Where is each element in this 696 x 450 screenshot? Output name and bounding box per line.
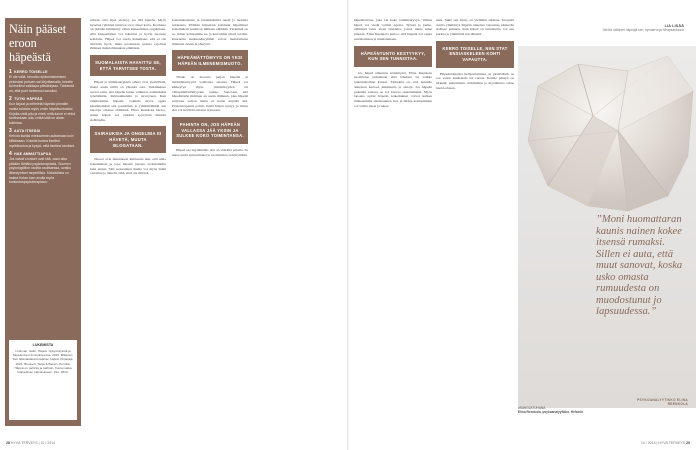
tip-item <box>9 152 77 185</box>
tip-heading: TUTKI HÄPEÄÄ <box>14 97 43 102</box>
tip-heading: HAE AMMATTIAPUA <box>14 152 52 157</box>
page-gutter <box>347 0 349 450</box>
tip-body: Jos vaivat kroniset ovat sitä, vaan aika pitkään tähtäisi psykoterapiasta. Suomen psykologiliiton osoitta osoittaessa, ovatko lähestymiset tarpeellisia. Mahdollista on hakea Kelan tuen avulla myös kuntoutuspsykoterapiaan. <box>9 157 72 185</box>
large-quote: ”Moni huomattaran kaunis nainen kokee itsensä rumaksi. Sillen ei auta, että muut sanovat, koska usko omasta rumuudesta on muodostunut jo lapsuudessa.” <box>596 214 683 317</box>
folio-left: 28 HYVÄ TERVEYS | 10 / 2014 <box>6 441 56 445</box>
body-paragraph: Jos häpeä aiheuttaa kärsimystä, Elina Reenkola suosittelee puhumaan siitä läheisen tai vaikka tuntemattoman kanssa. Tärkeintä on, että tunnelle annetaan kertoen julkisuutta ja sanoja. Jos häpeän pidetään salassa, se voi kasvaa suuremmaksi. Myös lapsena opitut häpeän kokemukset voivat kulkea mukanamme aikuisuuteen asti, ja niiden kohtaaminen voi vaatia aikaa ja tukea. <box>354 70 432 108</box>
tip-body: Kehota itseäsi mieluummin auttamaan kuin kiittämaan. Kokeile tuntea itsellesi myötätuntoa ja kysyä, mitä itsellesi tarvitset. <box>9 134 75 148</box>
body-paragraph: häpeähalvaus, joka vie koko toimintakyvyn. Vaikea häpeä voi viedä voimat arjesta. Työssä ja perhe-elämässä tulee eteen tilanteita, joissa tunne tulee pintaan. Elina Reenkola kertoo, että häpeää voi oppia sanoittamaan ja tunnistamaan. <box>354 18 432 41</box>
folio-right: 10 / 2014 | HYVÄ TERVEYS 29 <box>640 441 690 445</box>
photo-credit <box>518 406 618 414</box>
tip-body: Ei ole väliä, kerrotko epäonnistumisen peloistasi puhuen vai kirjoittamalla, toiselle tai itsellesi vaikkapa päiväkirjaan. Tärkeintä on, että puet tuntemusi sanoiksi. <box>9 75 74 93</box>
pull-quote: SUOMALAISTA HAVAITTU SE, ETTÄ TARVITSEE TOSTA. <box>90 55 166 76</box>
quote-signature: PSYKOANALYYTIKKO ELINA REENKOLA <box>637 398 688 406</box>
tip-number: 1 <box>9 69 12 75</box>
pull-quote: HÄPEÄMÄTTÖMYYS ON YKSI HÄPEÄN ILMENEMISMUOTO. <box>172 50 248 71</box>
body-paragraph: Häpeä ja hämmennyksen aiheet ovat yksilöllisiä, mutta usein niillä on yhteisiä osia. Tutkimukset tuovat esiin, että häpeän tunne vaikuttaa esimerkiksi työelämään, ihmissuhteisiin ja terveyteen. Kun tunnistamme häpeän, voimme myös oppia käsittelemään sitä paremmin ja ymmärtämään sen taustoja omassa elämässä. Elina Reenkola kertoo, miten häpeä voi pitkään syövyttää ihmistä sisältäpäin. <box>90 80 166 122</box>
tip-item <box>9 129 77 148</box>
magazine-name: HYVÄ TERVEYS <box>658 441 686 445</box>
article-column-1 <box>90 18 166 428</box>
tip-body: Kun kirjaat ja eritteletä häpeäsi pinnalle, matka tuloista myös omiin häpeätuntuisiisi. Kirjoita vielä pitu ja mieti, mitä tunne ei ehkä tarvitsekaan olla, mitkä siitä on aivan tulkintaa. <box>9 102 75 125</box>
credit-person: Elina Reenkola, psykoanalyytikko, Helsinki <box>518 410 584 415</box>
issue-number: 10 / 2014 <box>40 441 56 445</box>
author-box <box>600 23 684 32</box>
body-paragraph: Häpeä saa näyttämään, että on väärällä polulla. Se tekee usein epävarmaksi ja saa ihmisen vetäytymään. <box>172 147 248 157</box>
tip-number: 4 <box>9 151 12 158</box>
issue-number: 10 / 2014 <box>640 441 656 445</box>
body-paragraph: Nuoret ovat muuttaneet kulttuuria niin, että omia kokemuksia ja jopa häpeää jaetaan avoimemmin kuin ennen. Silti sosiaalinen media voi myös lisätä vertailua ja tunteita siitä, ettei ole riittävä. <box>90 157 166 176</box>
reading-list-heading: LUKEMISTA <box>32 343 54 347</box>
tip-number: 2 <box>9 96 12 103</box>
reading-list-body: Lindman, Saku: Häpeä. Nykyesityksiä ja häpeäminen ihmisuhteessa, 2015. Mäkinen, Tari: Elämäräksiromaanien häpeä. Kirjapaja, 2021. Brockert, Tanja & Banan, Pernilla: Häpeä on pahinta ja parhain. Kiertomatka kaipauksen palvelukseen. Into, 2019. <box>12 349 74 375</box>
pull-quote: HÄPEÄNTUNTO KESTYYKYY, KUN SEN TUNNISTAA. <box>354 46 432 67</box>
page-number: 28 <box>6 441 10 445</box>
tip-item <box>9 97 77 125</box>
page-number: 29 <box>686 441 690 445</box>
reading-list-box <box>9 340 77 420</box>
article-column-4 <box>436 18 514 428</box>
author-description: Selvitä miltäreni häpeäjä sen: hyvaterveys.fi/hapeantunne <box>602 28 684 32</box>
sidebar-title: Näin pääset eroon häpeästä <box>9 22 67 64</box>
magazine-name: HYVÄ TERVEYS <box>10 441 38 445</box>
tips-sidebar <box>5 18 81 426</box>
credit-line: #SANOJATUHANA <box>518 406 546 410</box>
pull-quote: PAHINTA ON, JOS HÄPEÄN VALLASSA JÄÄ YKSIN JA SULKEE KOKO TOIMINTANSA. <box>172 117 248 144</box>
body-paragraph: kokemuksistaan ja tuntemuksista usein ja monista tuloksista. Elämän kriiseissä kohdatut häpeälliset kokemukset kuuluvat ihmisen elämään. Tärkeintä on se, miten kohtaamme ne ja kerromme niistä toisille. Internetin keskusteluryhmät voivat mahdollistaa ihmisten avuun ja yhteyttä. <box>172 18 248 46</box>
tip-heading: AUTA ITSEÄSI <box>14 129 41 134</box>
tip-item <box>9 70 77 93</box>
article-column-3 <box>354 18 432 428</box>
article-column-2 <box>172 18 248 428</box>
tip-heading: KERRO TOISELLE <box>14 70 48 74</box>
body-paragraph: tettu. Sikiä sen hyöty on ylemmin alkaisia. Terapian avulla ymmärrys häpeän tunteista vapauttaa pääsevän sisäisen paineen. Kun häpeä on tunnistettu, voi sen purkaa ja ymmärtää sen lähteitä. <box>436 18 514 37</box>
body-paragraph: Tilalle on tuotettu paljon häpeää ja tietämättömyyttä vanhoista asioista. Häpeä voi kätkeytyä myös ylimielisyyden tai välinpitämättömyyden taakse. Sanotaan, että häpeämätön ihminen on usein ihminen, joka häpeää erityisen paljon mutta ei halua näyttää sitä. Psykoterapeutti pohtii, mistä häpeä syntyy ja miten sitä voi lievittää omassa arjessaan. <box>172 75 248 113</box>
pull-quote: KERRO TOISELLE, NIIN STAT ENSIASKELEEN KOHTI VAPAUTTA. <box>436 41 514 68</box>
body-paragraph: Häpeäntunteista hellpottuminen on yksilöllistä, se voi vaatia kuukausia tai vuosia. Kolme pääsyä on tärkeää: puhuminen, tutkiminen ja myötätunto omaa itseä kohtaan. <box>436 71 514 90</box>
pull-quote: SAIRAUKSIA JA ONGELMIA EI HÄVETÄ, MUUTA BLOGATAAN. <box>90 126 166 153</box>
tip-number: 3 <box>9 128 12 135</box>
author-name: LIA LISÄÄ <box>664 23 684 28</box>
body-paragraph: tellaan, että lapsi yleistyy jos tätä keksisi. Myös kyseiset ryhmien tuntevat ovat olleet koria. Koulussa on pitkään kiinnitetty oman kiusaamisen ongelmaan, sillä kiusaaminen voi rakentua jo hyvin nuorena kohdalle. Häpeä voi saada kokemaan, että ei ole riittävän hyvä, mikä puolestaan saattaa rajoittaa ihmisen mahdollisuuksia elämässä. <box>90 18 166 51</box>
